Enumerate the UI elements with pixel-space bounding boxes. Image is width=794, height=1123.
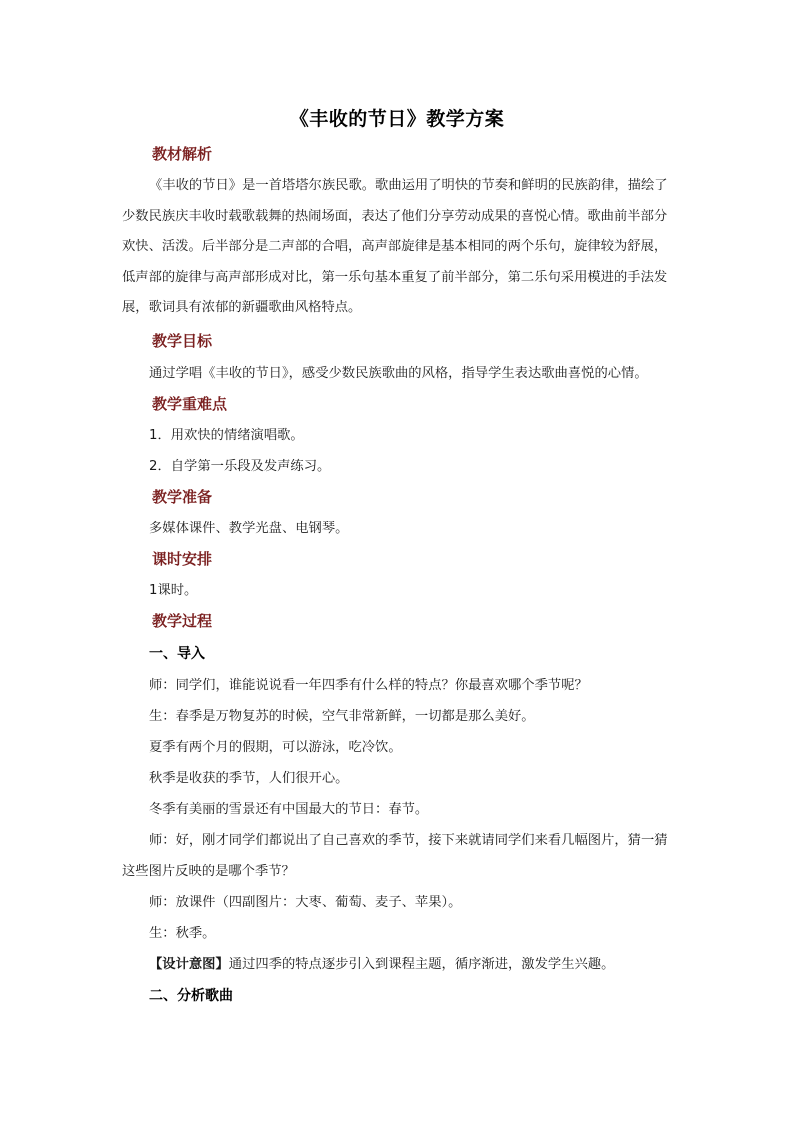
process-line-4: 秋季是收获的季节，人们很开心。 [149,771,349,786]
design-intent-label: 【设计意图】 [149,957,229,972]
key-point-item-2: 2．自学第一乐段及发声练习。 [149,459,331,474]
design-intent-text: 通过四季的特点逐步引入到课程主题，循序渐进，激发学生兴趣。 [228,957,615,972]
process-line-1: 师：同学们，谁能说说看一年四季有什么样的特点？你最喜欢哪个季节呢？ [149,678,588,693]
process-teacher-paragraph: 师：好，刚才同学们都说出了自己喜欢的季节，接下来就请同学们来看几幅图片，猜一猜这些图片反映的是哪个季节？ [122,833,668,879]
section-heading-analysis: 教材解析 [152,145,213,163]
process-line-5: 冬季有美丽的雪景还有中国最大的节日：春节。 [149,802,429,817]
section-heading-preparation: 教学准备 [152,488,213,506]
analysis-paragraph: 《丰收的节日》是一首塔塔尔族民歌。歌曲运用了明快的节奏和鲜明的民族韵律，描绘了少数民族庆丰收时载歌载舞的热闹场面，表达了他们分享劳动成果的喜悦心情。歌曲前半部分欢快、活泼。后半部分是二声部的合唱，高声部旋律是基本相同的两个乐句，旋律较为舒展，低声部的旋律与高声部形成对比，第一乐句基本重复了前半部分，第二乐句采用模进的手法发展，歌词具有浓郁的新疆歌曲风格特点。 [122,178,668,315]
process-part1-heading: 一、导入 [149,646,205,662]
preparation-paragraph: 多媒体课件、教学光盘、电钢琴。 [149,521,349,536]
process-part2-heading: 二、分析歌曲 [149,988,233,1004]
design-intent-line [149,955,614,975]
document-title: 《丰收的节日》教学方案 [289,108,505,130]
goals-paragraph: 通过学唱《丰收的节日》，感受少数民族歌曲的风格，指导学生表达歌曲喜悦的心情。 [149,366,648,381]
key-point-item-1: 1．用欢快的情绪演唱歌。 [149,428,304,443]
section-heading-schedule: 课时安排 [152,550,213,568]
process-line-2: 生：春季是万物复苏的时候，空气非常新鲜，一切都是那么美好。 [149,709,535,724]
process-more-line-2: 生：秋季。 [149,926,216,941]
section-heading-process: 教学过程 [152,612,213,630]
section-heading-goals: 教学目标 [152,332,213,350]
process-more-line-1: 师：放课件（四副图片：大枣、葡萄、麦子、苹果）。 [149,895,462,910]
section-heading-key-points: 教学重难点 [152,395,228,413]
process-line-3: 夏季有两个月的假期，可以游泳，吃冷饮。 [149,740,402,755]
schedule-paragraph: 1课时。 [149,583,198,598]
